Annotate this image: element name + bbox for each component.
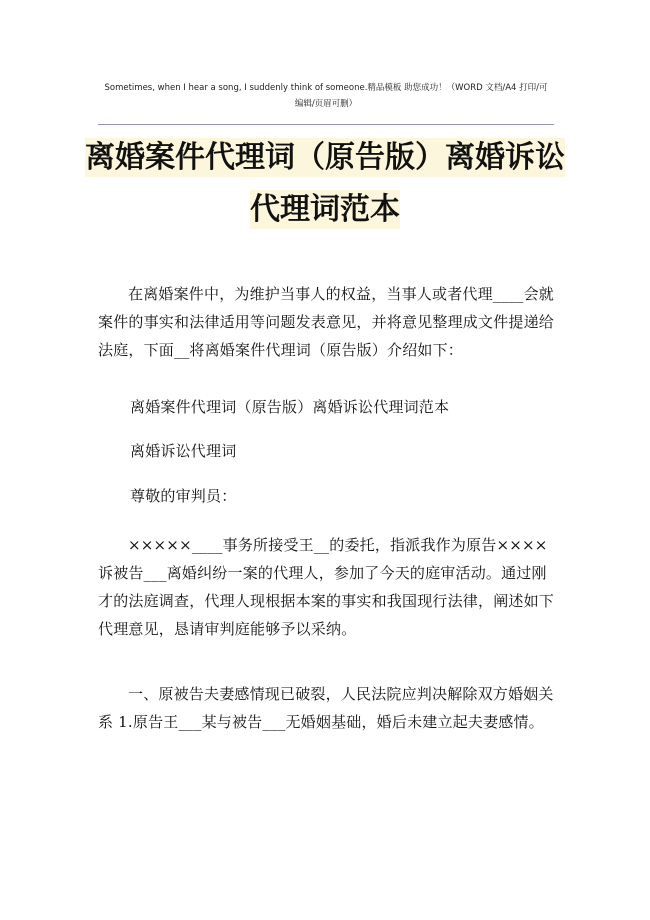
document-title-text-2: 代理词范本 [250, 192, 400, 227]
section-heading-1: 离婚案件代理词（原告版）离婚诉讼代理词范本 [130, 398, 450, 416]
body-paragraph-2: 一、原被告夫妻感情现已破裂，人民法院应判决解除双方婚姻关系 1.原告王___某与被告___无婚姻基础，婚后未建立起夫妻感情。 [98, 685, 554, 731]
document-title-line-1 [0, 138, 650, 178]
page-header-line-2: 编辑/页眉可删） [294, 99, 358, 109]
document-title-text-1: 离婚案件代理词（原告版）离婚诉讼 [85, 140, 565, 175]
header-divider [98, 124, 554, 125]
section-heading-2: 离婚诉讼代理词 [130, 442, 237, 460]
intro-paragraph: 在离婚案件中，为维护当事人的权益，当事人或者代理____会就案件的事实和法律适用等问题发表意见，并将意见整理成文件提递给法庭，下面__将离婚案件代理词（原告版）介绍如下： [98, 285, 555, 359]
page-header-line-1: Sometimes, when I hear a song, I suddenly think of someone.精品模板 助您成功！（WORD 文档/A4 打印/可 [104, 83, 548, 93]
body-paragraph-1: ×××××____事务所接受王__的委托，指派我作为原告××××诉被告___离婚纠纷一案的代理人，参加了今天的庭审活动。通过刚才的法庭调查，代理人现根据本案的事实和我国现行法律，阐述如下代理意见，恳请审判庭能够予以采纳。 [98, 536, 555, 638]
document-title-line-2 [0, 190, 650, 230]
salutation: 尊敬的审判员： [130, 487, 237, 505]
